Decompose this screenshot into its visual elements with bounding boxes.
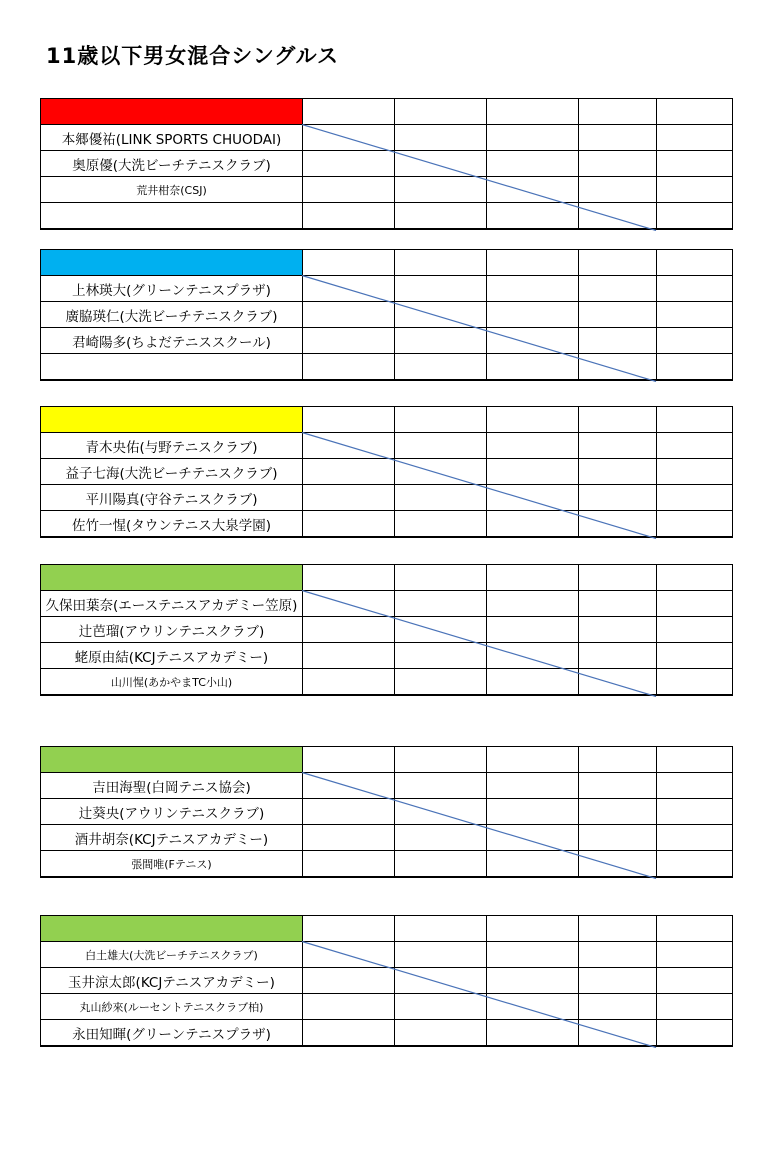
result-cell xyxy=(303,994,395,1020)
result-cell xyxy=(579,968,657,994)
header-cell xyxy=(395,747,487,773)
player-name: 廣脇瑛仁(大洗ビーチテニスクラブ) xyxy=(41,302,303,328)
result-cell xyxy=(657,459,733,485)
result-cell xyxy=(487,203,579,230)
result-cell xyxy=(579,643,657,669)
table-row xyxy=(41,994,733,1020)
header-cell xyxy=(303,99,395,125)
table-row xyxy=(41,799,733,825)
player-name: 丸山紗來(ルーセントテニスクラブ柏) xyxy=(41,994,303,1020)
result-cell xyxy=(579,942,657,968)
header-cell xyxy=(395,565,487,591)
result-cell xyxy=(303,125,395,151)
result-cell xyxy=(487,485,579,511)
result-cell xyxy=(303,773,395,799)
result-cell xyxy=(579,433,657,459)
result-cell xyxy=(657,994,733,1020)
player-name: 辻葵央(アウリンテニスクラブ) xyxy=(41,799,303,825)
result-cell xyxy=(487,994,579,1020)
result-cell xyxy=(395,799,487,825)
result-cell xyxy=(395,433,487,459)
result-cell xyxy=(579,994,657,1020)
result-cell xyxy=(395,643,487,669)
player-name: 奥原優(大洗ビーチテニスクラブ) xyxy=(41,151,303,177)
result-cell xyxy=(395,942,487,968)
player-name: 荒井柑奈(CSJ) xyxy=(41,177,303,203)
result-cell xyxy=(657,177,733,203)
result-cell xyxy=(487,825,579,851)
result-cell xyxy=(657,942,733,968)
result-cell xyxy=(657,851,733,878)
player-name: 本郷優祐(LINK SPORTS CHUODAI) xyxy=(41,125,303,151)
result-cell xyxy=(657,1020,733,1047)
result-cell xyxy=(579,302,657,328)
header-cell xyxy=(395,916,487,942)
player-name: 酒井胡奈(KCJテニスアカデミー) xyxy=(41,825,303,851)
player-name: 青木央佑(与野テニスクラブ) xyxy=(41,433,303,459)
result-cell xyxy=(395,151,487,177)
player-name: 張間唯(Fテニス) xyxy=(41,851,303,878)
header-cell xyxy=(657,747,733,773)
player-name xyxy=(41,354,303,381)
header-cell xyxy=(303,250,395,276)
group-table-3 xyxy=(40,406,732,538)
result-cell xyxy=(657,354,733,381)
result-cell xyxy=(395,125,487,151)
header-cell xyxy=(487,916,579,942)
result-cell xyxy=(395,773,487,799)
header-cell xyxy=(487,407,579,433)
result-cell xyxy=(657,328,733,354)
header-cell xyxy=(579,565,657,591)
result-cell xyxy=(657,151,733,177)
result-cell xyxy=(579,617,657,643)
result-cell xyxy=(487,773,579,799)
result-cell xyxy=(487,125,579,151)
result-cell xyxy=(579,485,657,511)
header-cell xyxy=(657,407,733,433)
player-name: 佐竹一惺(タウンテニス大泉学園) xyxy=(41,511,303,538)
group-color-header xyxy=(41,747,303,773)
result-cell xyxy=(395,302,487,328)
player-name: 玉井涼太郎(KCJテニスアカデミー) xyxy=(41,968,303,994)
header-cell xyxy=(487,250,579,276)
header-cell xyxy=(657,916,733,942)
result-cell xyxy=(395,617,487,643)
table-row xyxy=(41,942,733,968)
group-table-4 xyxy=(40,564,732,696)
header-cell xyxy=(303,747,395,773)
result-cell xyxy=(303,459,395,485)
result-cell xyxy=(579,203,657,230)
result-cell xyxy=(487,354,579,381)
group-color-header xyxy=(41,916,303,942)
result-cell xyxy=(303,1020,395,1047)
result-cell xyxy=(395,459,487,485)
header-cell xyxy=(487,565,579,591)
result-cell xyxy=(303,942,395,968)
result-cell xyxy=(395,328,487,354)
table-row xyxy=(41,773,733,799)
header-cell xyxy=(487,99,579,125)
table-row xyxy=(41,511,733,538)
result-cell xyxy=(657,799,733,825)
result-cell xyxy=(579,151,657,177)
result-cell xyxy=(487,511,579,538)
result-cell xyxy=(579,825,657,851)
result-cell xyxy=(303,302,395,328)
header-cell xyxy=(303,407,395,433)
result-cell xyxy=(303,276,395,302)
result-cell xyxy=(487,151,579,177)
result-cell xyxy=(487,617,579,643)
result-cell xyxy=(487,1020,579,1047)
header-cell xyxy=(395,407,487,433)
group-table-5 xyxy=(40,746,732,878)
result-cell xyxy=(395,203,487,230)
header-cell xyxy=(303,565,395,591)
result-cell xyxy=(395,591,487,617)
table-row xyxy=(41,302,733,328)
player-name: 君崎陽多(ちよだテニススクール) xyxy=(41,328,303,354)
result-cell xyxy=(487,968,579,994)
result-cell xyxy=(303,328,395,354)
result-cell xyxy=(579,1020,657,1047)
table-row xyxy=(41,485,733,511)
result-cell xyxy=(657,617,733,643)
group-table-2 xyxy=(40,249,732,381)
result-cell xyxy=(579,354,657,381)
result-cell xyxy=(395,1020,487,1047)
header-cell xyxy=(657,250,733,276)
result-cell xyxy=(657,485,733,511)
result-cell xyxy=(303,433,395,459)
result-cell xyxy=(657,825,733,851)
page-title: 11歳以下男女混合シングルス xyxy=(46,44,340,68)
result-cell xyxy=(657,433,733,459)
table-row xyxy=(41,669,733,696)
result-cell xyxy=(657,276,733,302)
result-cell xyxy=(395,354,487,381)
header-cell xyxy=(657,99,733,125)
table-row xyxy=(41,643,733,669)
table-row xyxy=(41,617,733,643)
header-cell xyxy=(303,916,395,942)
result-cell xyxy=(579,459,657,485)
result-cell xyxy=(579,669,657,696)
result-cell xyxy=(303,203,395,230)
table-row xyxy=(41,125,733,151)
result-cell xyxy=(579,276,657,302)
header-cell xyxy=(579,407,657,433)
header-cell xyxy=(579,747,657,773)
player-name: 吉田海聖(白岡テニス協会) xyxy=(41,773,303,799)
group-color-header xyxy=(41,250,303,276)
result-cell xyxy=(657,773,733,799)
result-cell xyxy=(395,968,487,994)
result-cell xyxy=(487,942,579,968)
header-cell xyxy=(487,747,579,773)
result-cell xyxy=(657,591,733,617)
result-cell xyxy=(657,643,733,669)
result-cell xyxy=(579,177,657,203)
player-name: 益子七海(大洗ビーチテニスクラブ) xyxy=(41,459,303,485)
header-cell xyxy=(395,99,487,125)
result-cell xyxy=(487,459,579,485)
result-cell xyxy=(579,591,657,617)
table-row xyxy=(41,459,733,485)
table-row xyxy=(41,433,733,459)
player-name: 蛯原由結(KCJテニスアカデミー) xyxy=(41,643,303,669)
table-row xyxy=(41,276,733,302)
header-cell xyxy=(579,916,657,942)
table-row xyxy=(41,825,733,851)
table-row xyxy=(41,968,733,994)
result-cell xyxy=(303,485,395,511)
player-name: 山川惺(あかやまTC小山) xyxy=(41,669,303,696)
result-cell xyxy=(303,177,395,203)
result-cell xyxy=(657,125,733,151)
result-cell xyxy=(303,511,395,538)
table-row xyxy=(41,591,733,617)
result-cell xyxy=(487,669,579,696)
result-cell xyxy=(579,328,657,354)
result-cell xyxy=(395,177,487,203)
result-cell xyxy=(303,825,395,851)
result-cell xyxy=(303,799,395,825)
result-cell xyxy=(487,799,579,825)
result-cell xyxy=(487,851,579,878)
result-cell xyxy=(303,151,395,177)
result-cell xyxy=(487,302,579,328)
result-cell xyxy=(657,203,733,230)
group-color-header xyxy=(41,565,303,591)
result-cell xyxy=(303,968,395,994)
group-color-header xyxy=(41,407,303,433)
player-name: 永田知暉(グリーンテニスプラザ) xyxy=(41,1020,303,1047)
result-cell xyxy=(303,643,395,669)
result-cell xyxy=(303,591,395,617)
result-cell xyxy=(579,773,657,799)
result-cell xyxy=(303,669,395,696)
result-cell xyxy=(487,643,579,669)
result-cell xyxy=(487,177,579,203)
result-cell xyxy=(487,328,579,354)
result-cell xyxy=(395,825,487,851)
table-row xyxy=(41,851,733,878)
group-table-6 xyxy=(40,915,732,1047)
result-cell xyxy=(303,851,395,878)
player-name xyxy=(41,203,303,230)
result-cell xyxy=(395,994,487,1020)
table-row xyxy=(41,1020,733,1047)
result-cell xyxy=(579,125,657,151)
result-cell xyxy=(487,433,579,459)
header-cell xyxy=(657,565,733,591)
result-cell xyxy=(579,799,657,825)
result-cell xyxy=(395,669,487,696)
table-row xyxy=(41,203,733,230)
result-cell xyxy=(579,511,657,538)
result-cell xyxy=(487,591,579,617)
player-name: 平川陽真(守谷テニスクラブ) xyxy=(41,485,303,511)
header-cell xyxy=(579,99,657,125)
result-cell xyxy=(657,968,733,994)
result-cell xyxy=(395,511,487,538)
player-name: 辻芭瑠(アウリンテニスクラブ) xyxy=(41,617,303,643)
player-name: 上林瑛大(グリーンテニスプラザ) xyxy=(41,276,303,302)
table-row xyxy=(41,151,733,177)
header-cell xyxy=(579,250,657,276)
result-cell xyxy=(657,669,733,696)
result-cell xyxy=(657,511,733,538)
table-row xyxy=(41,354,733,381)
result-cell xyxy=(303,617,395,643)
result-cell xyxy=(487,276,579,302)
table-row xyxy=(41,177,733,203)
result-cell xyxy=(657,302,733,328)
result-cell xyxy=(395,276,487,302)
player-name: 久保田葉奈(エーステニスアカデミー笠原) xyxy=(41,591,303,617)
group-table-1 xyxy=(40,98,732,230)
table-row xyxy=(41,328,733,354)
result-cell xyxy=(395,851,487,878)
header-cell xyxy=(395,250,487,276)
result-cell xyxy=(303,354,395,381)
result-cell xyxy=(395,485,487,511)
group-color-header xyxy=(41,99,303,125)
player-name: 白土雄大(大洗ビーチテニスクラブ) xyxy=(41,942,303,968)
result-cell xyxy=(579,851,657,878)
